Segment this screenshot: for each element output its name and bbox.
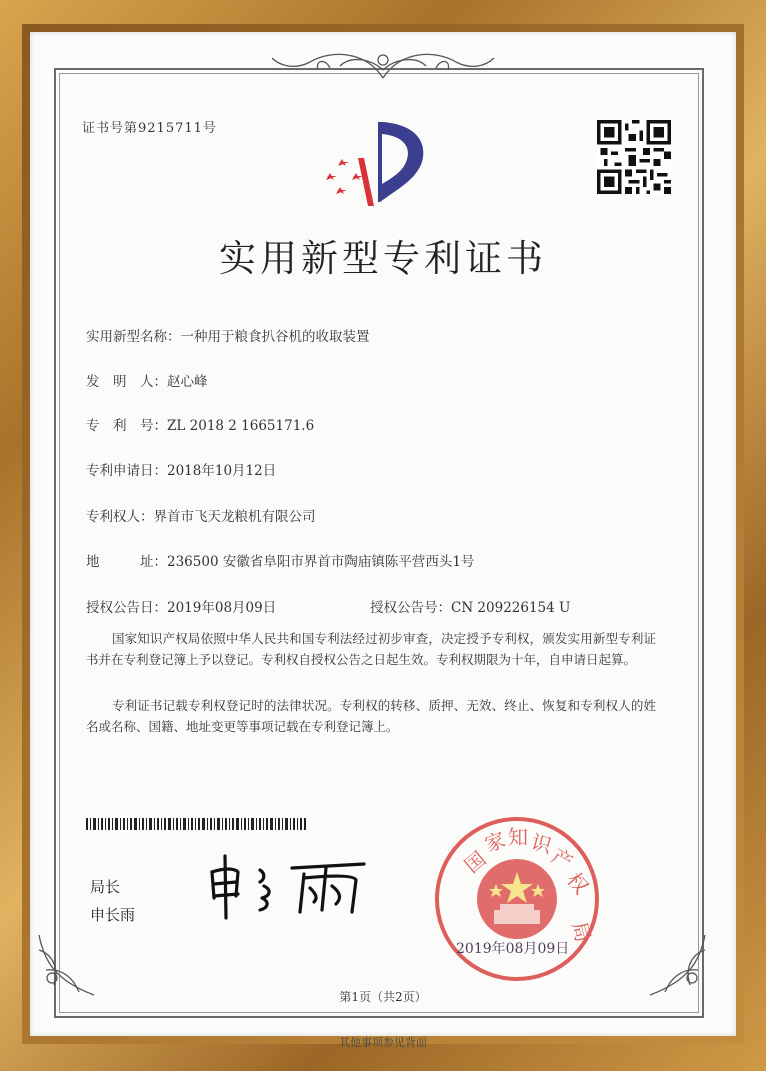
address-value: 236500 安徽省阜阳市界首市陶庙镇陈平营西头1号 <box>167 554 475 570</box>
utility-name-value: 一种用于粮食扒谷机的收取装置 <box>180 329 370 345</box>
certificate-border <box>54 68 704 1018</box>
barcode-icon <box>86 818 306 830</box>
address-label: 地 址： <box>86 554 167 570</box>
patentee-label: 专利权人： <box>86 509 154 525</box>
svg-text:局: 局 <box>567 919 596 945</box>
certificate-title: 实用新型专利证书 <box>219 237 547 280</box>
page-number: 第1页（共2页） <box>339 990 427 1004</box>
grant-date-row <box>86 596 276 616</box>
top-ornament-icon <box>270 48 496 82</box>
grant-date-value: 2019年08月09日 <box>167 600 277 616</box>
apply-date-label: 专利申请日： <box>86 463 167 479</box>
inventor-value: 赵心峰 <box>167 374 208 390</box>
svg-text:产: 产 <box>547 843 577 875</box>
svg-text:知: 知 <box>508 825 528 849</box>
grant-statement-paragraph: 国家知识产权局依照中华人民共和国专利法经过初步审查，决定授予专利权，颁发实用新型专利证书并在专利登记簿上予以登记。专利权自授权公告之日起生效。专利权期限为十年，自申请日起算。 <box>86 631 656 667</box>
apply-date-row <box>86 459 276 479</box>
svg-text:家: 家 <box>481 827 509 857</box>
grant-number-row <box>370 596 570 616</box>
patent-office-logo-icon <box>318 118 436 210</box>
utility-name-label: 实用新型名称： <box>86 329 181 345</box>
director-title-label: 局长 <box>90 878 121 896</box>
svg-text:国: 国 <box>459 846 491 878</box>
grant-number-label: 授权公告号： <box>370 600 451 616</box>
utility-name-row <box>86 325 370 345</box>
patentee-value: 界首市飞天龙粮机有限公司 <box>153 509 316 525</box>
svg-text:权: 权 <box>562 867 594 899</box>
grant-date-label: 授权公告日： <box>86 600 167 616</box>
official-seal-icon <box>432 814 602 984</box>
seal-date: 2019年08月09日 <box>456 941 570 957</box>
back-notice-text <box>0 1034 766 1042</box>
patent-number-label: 专 利 号： <box>86 418 167 434</box>
qr-code-icon <box>597 120 671 194</box>
director-signature-icon <box>204 850 374 922</box>
apply-date-value: 2018年10月12日 <box>167 463 277 479</box>
svg-text:识: 识 <box>528 829 555 859</box>
director-name-label: 申长雨 <box>90 906 136 924</box>
address-row <box>86 550 474 570</box>
patentee-row <box>86 505 316 525</box>
certificate-number: 证书号第9215711号 <box>82 121 217 136</box>
grant-number-value: CN 209226154 U <box>451 600 571 616</box>
inventor-label: 发 明 人： <box>86 374 167 390</box>
legal-status-paragraph: 专利证书记载专利权登记时的法律状况。专利权的转移、质押、无效、终止、恢复和专利权人的姓名或名称、国籍、地址变更等事项记载在专利登记簿上。 <box>86 698 656 734</box>
inventor-row <box>86 370 208 390</box>
patent-number-value: ZL 2018 2 1665171.6 <box>167 418 315 434</box>
patent-number-row <box>86 414 314 434</box>
